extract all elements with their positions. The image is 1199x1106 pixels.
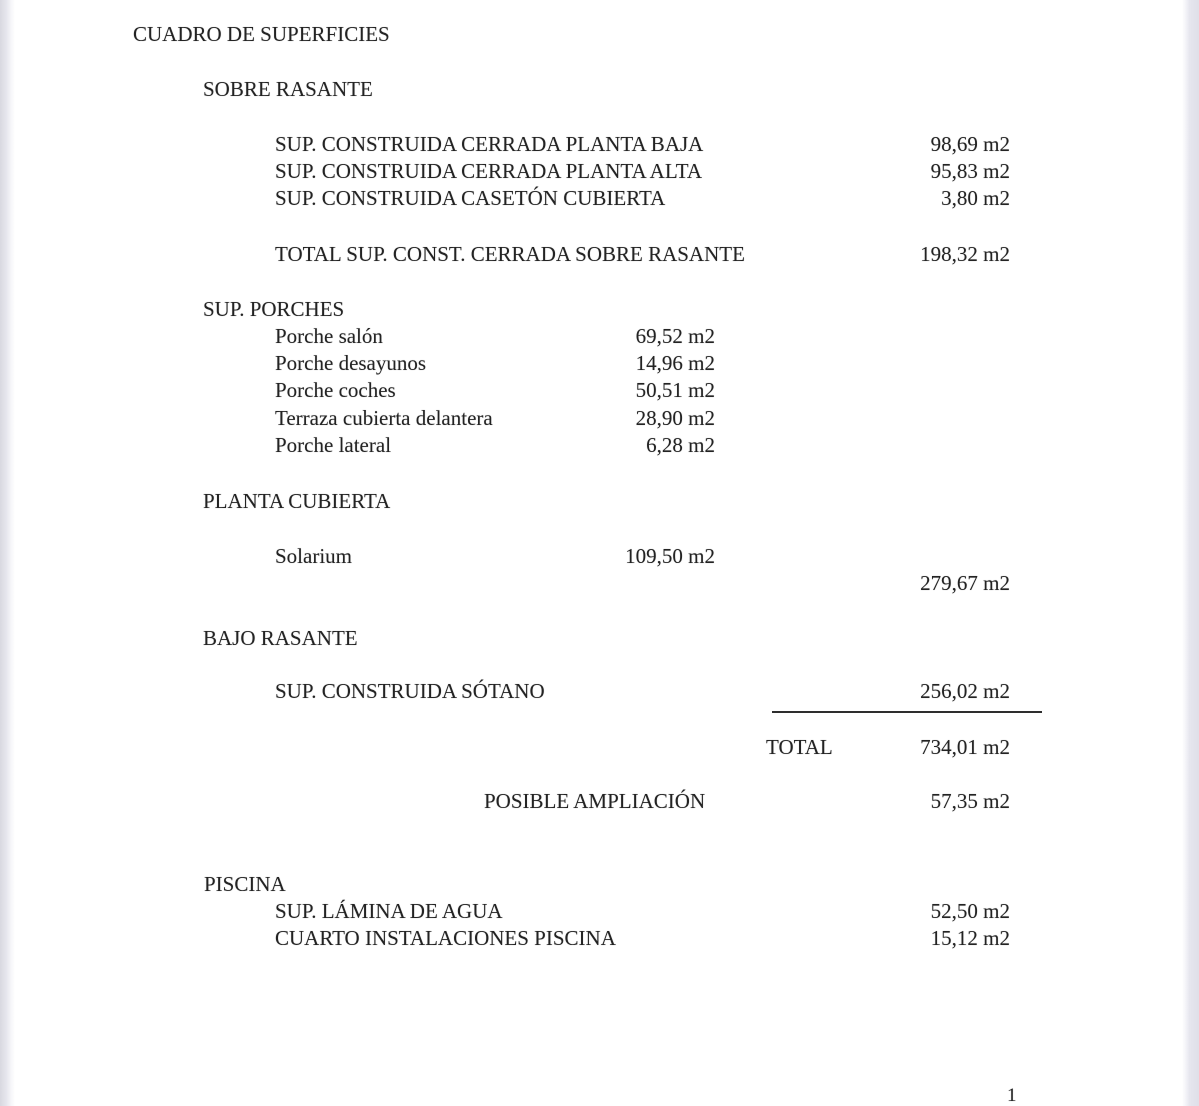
table-row <box>275 159 1010 183</box>
total-divider-line <box>772 711 1042 713</box>
page-right-edge <box>1182 0 1199 1106</box>
row-label: SUP. CONSTRUIDA CERRADA PLANTA ALTA <box>275 159 703 183</box>
row-label: Porche salón <box>275 324 383 348</box>
row-label: SUP. CONSTRUIDA CASETÓN CUBIERTA <box>275 186 666 210</box>
row-label: SUP. CONSTRUIDA SÓTANO <box>275 679 545 703</box>
page-left-edge <box>0 0 15 1106</box>
table-row <box>275 186 1010 210</box>
row-value: 69,52 m2 <box>635 324 715 348</box>
section-heading-piscina: PISCINA <box>204 872 286 896</box>
page-title: CUADRO DE SUPERFICIES <box>133 22 390 46</box>
row-label: TOTAL SUP. CONST. CERRADA SOBRE RASANTE <box>275 242 745 266</box>
row-label: Terraza cubierta delantera <box>275 406 493 430</box>
table-row <box>275 132 1010 156</box>
row-value: 256,02 m2 <box>920 679 1010 703</box>
row-value: 6,28 m2 <box>646 433 715 457</box>
row-label: Solarium <box>275 544 352 568</box>
table-row-posible-ampliacion <box>484 789 1010 813</box>
table-row <box>275 899 1010 923</box>
row-label: POSIBLE AMPLIACIÓN <box>484 789 706 813</box>
table-row <box>275 544 715 568</box>
row-label: Porche coches <box>275 378 396 402</box>
row-value: 109,50 m2 <box>625 544 715 568</box>
table-row <box>275 926 1010 950</box>
section-heading-bajo-rasante: BAJO RASANTE <box>203 626 358 650</box>
table-row <box>275 406 715 430</box>
row-label: Porche desayunos <box>275 351 427 375</box>
row-label: CUARTO INSTALACIONES PISCINA <box>275 926 616 950</box>
row-value: 3,80 m2 <box>941 186 1010 210</box>
row-value: 28,90 m2 <box>635 406 715 430</box>
subtotal-sobre-rasante-value: 279,67 m2 <box>920 571 1010 595</box>
table-row <box>275 324 715 348</box>
table-row <box>275 433 715 457</box>
row-value: 198,32 m2 <box>920 242 1010 266</box>
row-value: 98,69 m2 <box>930 132 1010 156</box>
row-value: 52,50 m2 <box>930 899 1010 923</box>
row-value: 95,83 m2 <box>930 159 1010 183</box>
row-value: 734,01 m2 <box>920 735 1010 759</box>
row-label: Porche lateral <box>275 433 392 457</box>
table-row <box>275 378 715 402</box>
table-row-grand-total <box>766 735 1010 759</box>
row-value: 15,12 m2 <box>930 926 1010 950</box>
section-heading-sobre-rasante: SOBRE RASANTE <box>203 77 373 101</box>
row-label: SUP. LÁMINA DE AGUA <box>275 899 503 923</box>
table-row <box>275 351 715 375</box>
row-label: SUP. CONSTRUIDA CERRADA PLANTA BAJA <box>275 132 704 156</box>
table-row <box>275 679 1010 703</box>
row-label: TOTAL <box>766 735 833 759</box>
row-value: 14,96 m2 <box>635 351 715 375</box>
table-row-total-sobre-rasante <box>275 242 1010 266</box>
page-number: 1 <box>1007 1085 1017 1106</box>
section-heading-planta-cubierta: PLANTA CUBIERTA <box>203 489 391 513</box>
section-heading-porches: SUP. PORCHES <box>203 297 345 321</box>
row-value: 57,35 m2 <box>930 789 1010 813</box>
row-value: 50,51 m2 <box>635 378 715 402</box>
